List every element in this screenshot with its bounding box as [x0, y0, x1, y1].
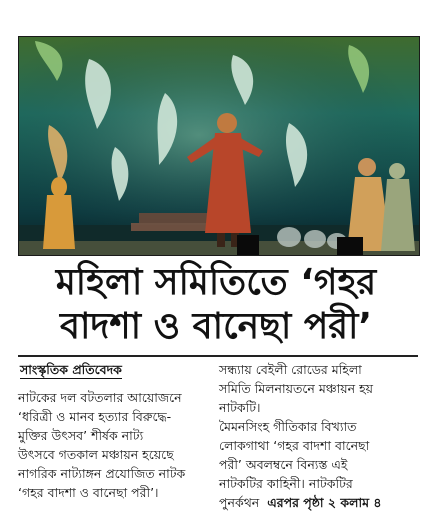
photo-illustration: [19, 37, 419, 255]
headline-divider: [18, 355, 418, 357]
body-text-right-content: সন্ধ্যায় বেইলী রোডের মহিলা সমিতি মিলনায়তনে মঞ্চায়ন হয় নাটকটি। মৈমনসিংহ গীতিকার বিখ্যাত লোকগাথা ‘গহর বাদশা বানেছা পরী’ অবলম্বনে বিন্যস্ত এই নাটকটির কাহিনী। নাটকটির পুনর্কথন: [219, 362, 374, 510]
byline: সাংস্কৃতিক প্রতিবেদক: [20, 362, 122, 377]
body-text-left: নাটকের দল বটতলার আয়োজনে ‘ধরিত্রী ও মানব হত্যার বিরুদ্ধে- মুক্তির উৎসব’ শীর্ষক নাট্য উৎসবে গতকাল মঞ্চায়ন হয়েছে নাগরিক নাট্যাঙ্গন প্রযোজিত নাটক ‘গহর বাদশা ও বানেছা পরী’।: [18, 390, 186, 500]
headline-line-1: মহিলা সমিতিতে ‘গহর: [55, 262, 377, 303]
body-text-right: [219, 360, 417, 512]
article-column-left: [18, 360, 216, 502]
article-column-right: [219, 360, 417, 512]
continued-reference: এরপর পৃষ্ঠা ২ কলাম ৪: [267, 495, 382, 510]
headline-line-2: বাদশা ও বানেছা পরী’: [59, 306, 373, 347]
stage-performance-photo: [18, 36, 420, 256]
